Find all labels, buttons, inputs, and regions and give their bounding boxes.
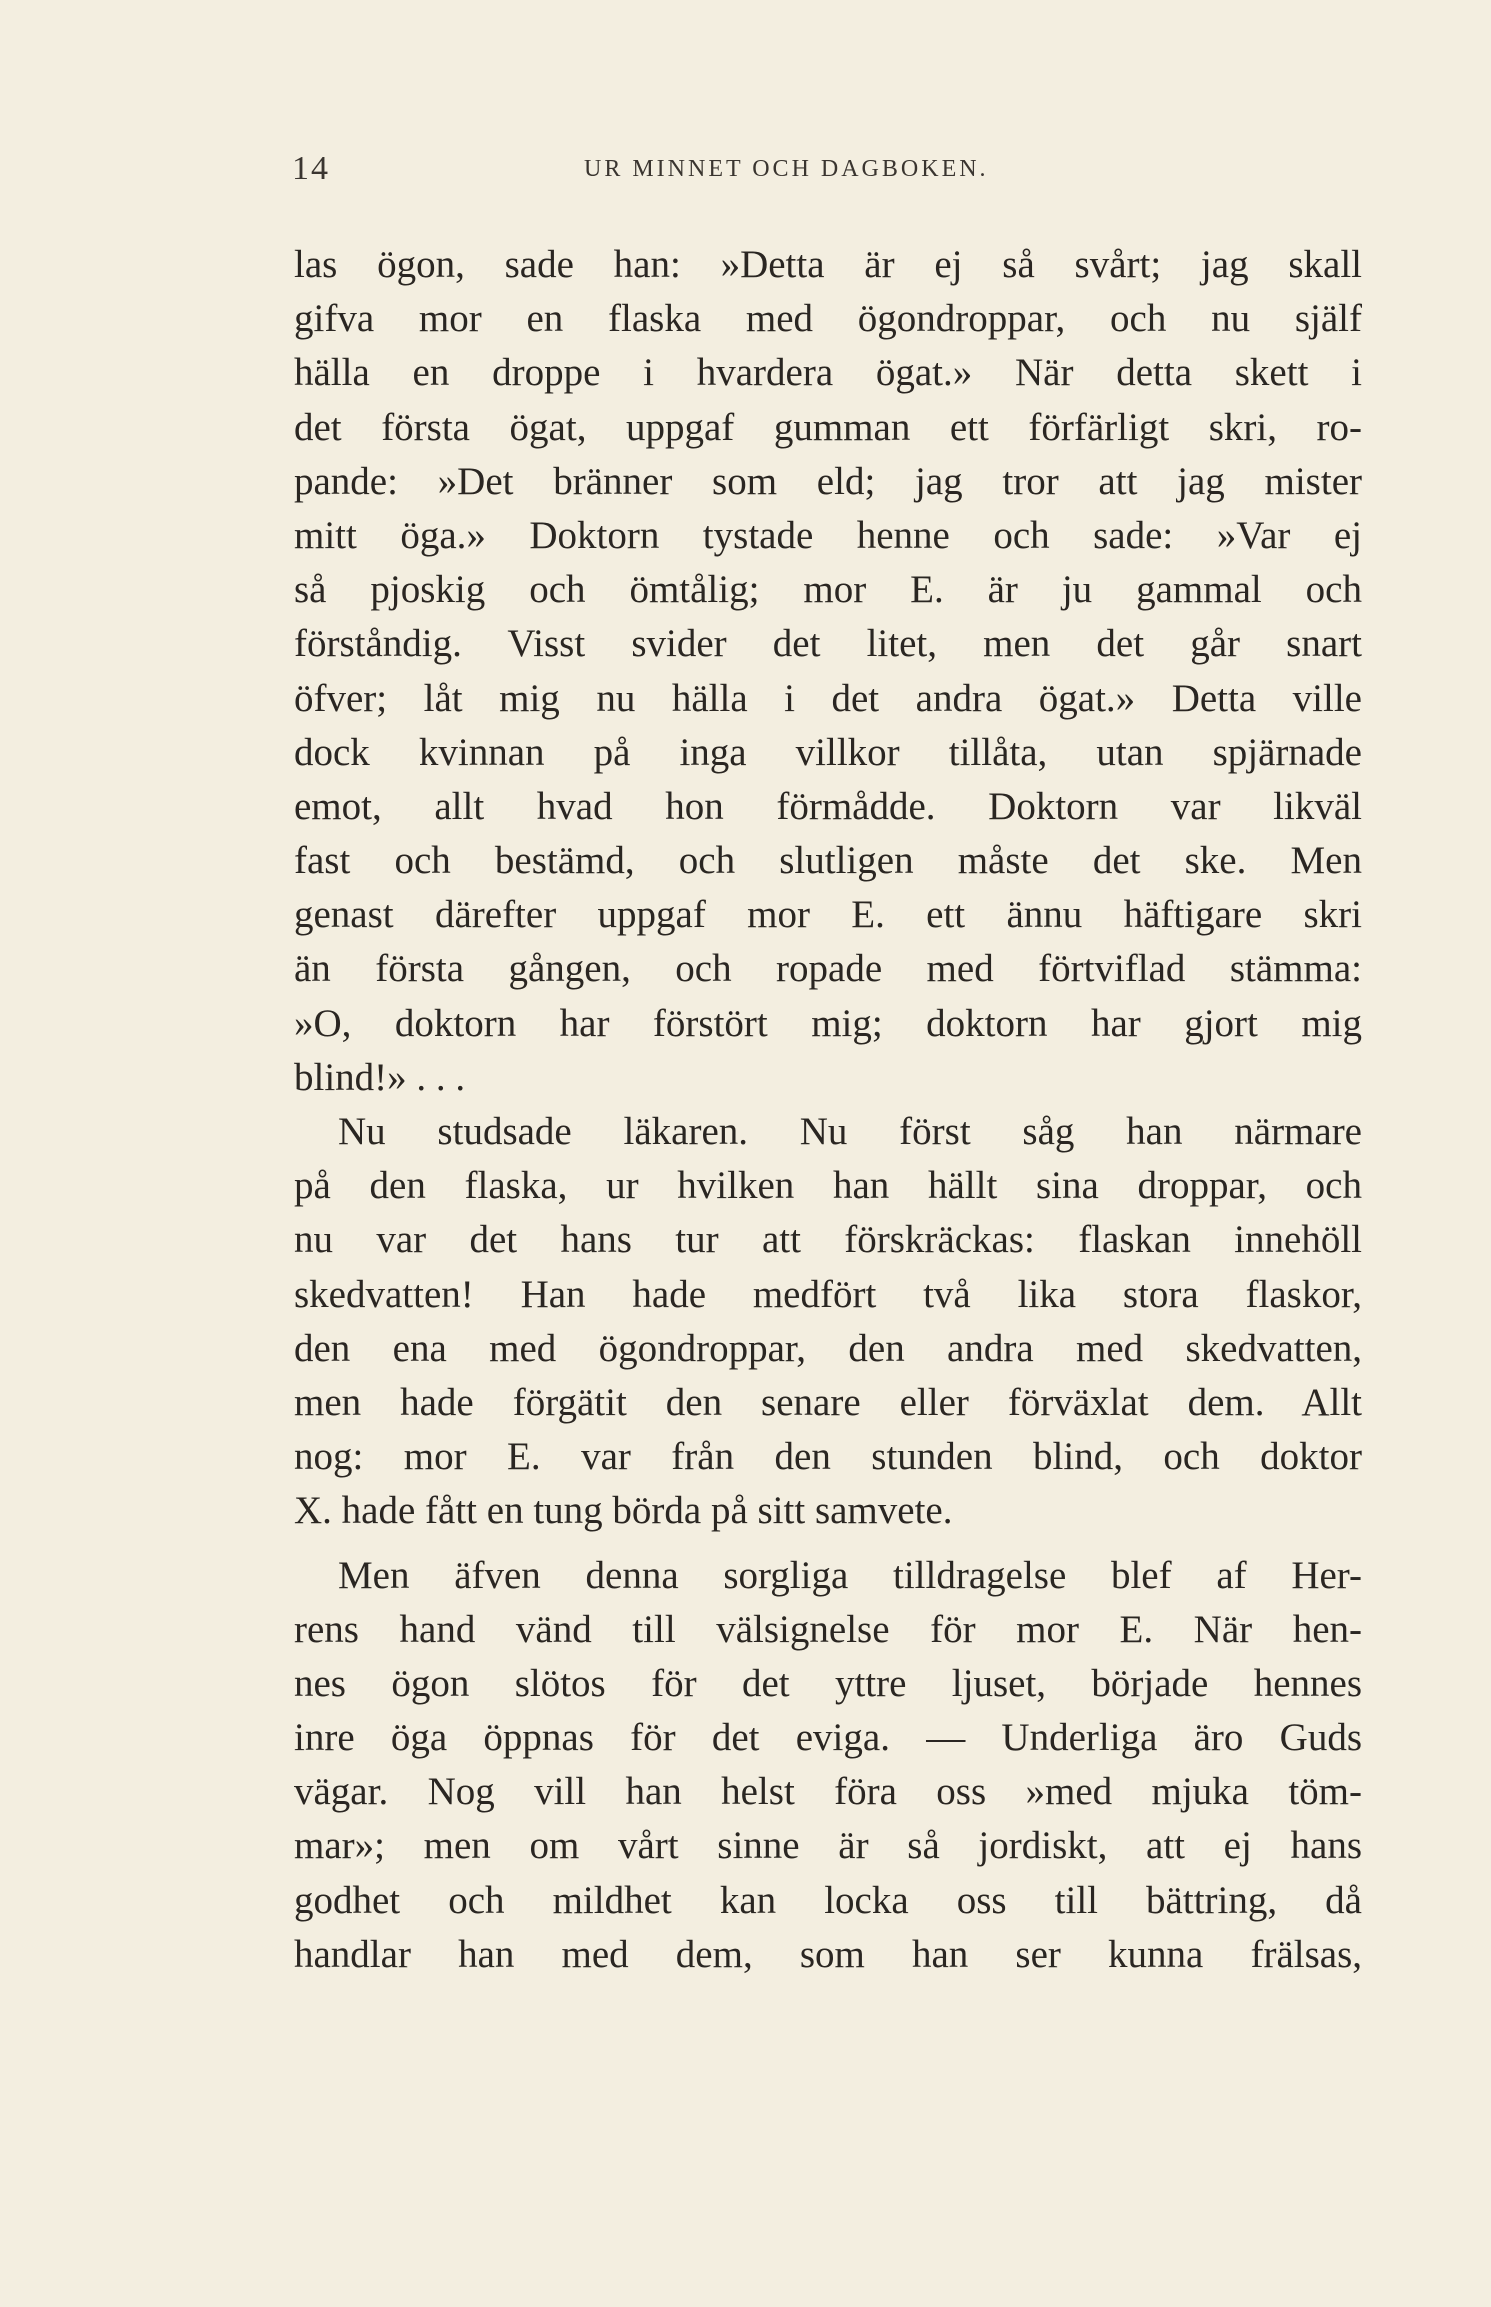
text-line: det första ögat, uppgaf gumman ett förfärligt skri, ro- [294,405,1362,449]
text-line: Men äfven denna sorgliga tilldragelse blef af Her- [338,1553,1362,1597]
text-line: förståndig. Visst svider det litet, men det går snart [294,622,1362,666]
text-line: så pjoskig och ömtålig; mor E. är ju gammal och [294,568,1362,612]
page-number: 14 [292,150,330,187]
text-line: gifva mor en flaska med ögondroppar, och nu själf [294,297,1362,341]
text-line: vägar. Nog vill han helst föra oss »med mjuka töm- [294,1770,1362,1814]
text-line: mar»; men om vårt sinne är så jordiskt, att ej hans [294,1824,1362,1868]
body-text [294,238,1362,1982]
text-line: den ena med ögondroppar, den andra med skedvatten, [294,1326,1362,1370]
text-line: handlar han med dem, som han ser kunna frälsas, [294,1932,1362,1976]
text-line: hälla en droppe i hvardera ögat.» När detta skett i [294,351,1362,395]
text-line: inre öga öppnas för det eviga. — Underliga äro Guds [294,1716,1362,1760]
text-line: men hade förgätit den senare eller förväxlat dem. Allt [294,1380,1362,1424]
text-line: »O, doktorn har förstört mig; doktorn har gjort mig [294,1001,1362,1045]
text-line: X. hade fått en tung börda på sitt samvete. [294,1489,953,1533]
text-line: än första gången, och ropade med förtviflad stämma: [294,947,1362,991]
text-line: blind!» . . . [294,1055,466,1099]
text-line: pande: »Det bränner som eld; jag tror att jag mister [294,459,1362,503]
text-line: på den flaska, ur hvilken han hällt sina droppar, och [294,1164,1362,1208]
text-line: las ögon, sade han: »Detta är ej så svårt; jag skall [294,243,1362,286]
running-title: UR MINNET OCH DAGBOKEN. [584,156,989,182]
text-line: genast därefter uppgaf mor E. ett ännu häftigare skri [294,893,1362,937]
text-line: rens hand vänd till välsignelse för mor E. När hen- [294,1607,1362,1651]
text-line: dock kvinnan på inga villkor tillåta, utan spjärnade [294,730,1362,774]
text-line: emot, allt hvad hon förmådde. Doktorn var likväl [294,784,1362,828]
text-line: mitt öga.» Doktorn tystade henne och sade: »Var ej [294,513,1362,557]
text-line: skedvatten! Han hade medfört två lika stora flaskor, [294,1272,1362,1316]
page-header [292,150,1372,200]
text-line: öfver; låt mig nu hälla i det andra ögat.» Detta ville [294,676,1362,720]
text-line: fast och bestämd, och slutligen måste det ske. Men [294,839,1362,883]
text-line: Nu studsade läkaren. Nu först såg han närmare [338,1110,1362,1153]
text-line: nog: mor E. var från den stunden blind, och doktor [294,1435,1362,1479]
text-line: nu var det hans tur att förskräckas: flaskan innehöll [294,1218,1362,1262]
text-line: nes ögon slötos för det yttre ljuset, började hennes [294,1661,1362,1705]
text-line: godhet och mildhet kan locka oss till bättring, då [294,1878,1362,1922]
